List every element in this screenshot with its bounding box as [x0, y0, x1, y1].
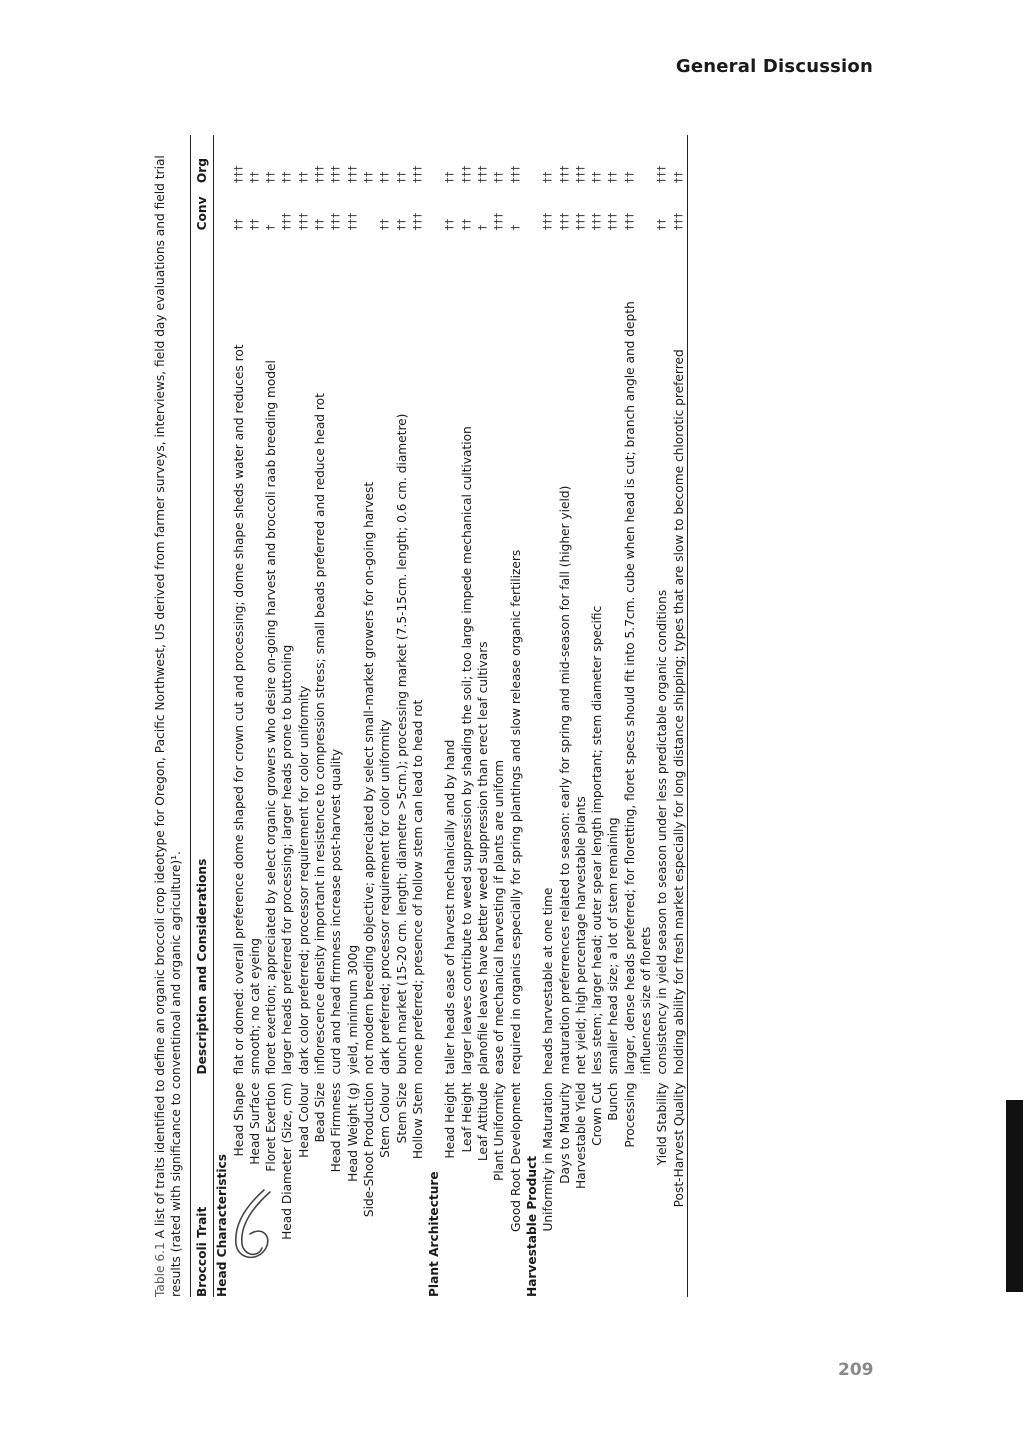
table-row	[345, 135, 361, 1297]
org-rating-cell: ††	[590, 171, 604, 184]
description-cell: ease of mechanical harvesting if plants are uniform	[492, 759, 507, 1075]
org-rating-cell: †††	[476, 165, 490, 184]
org-rating-cell: †††	[410, 165, 424, 184]
trait-cell: Stem Colour	[378, 1082, 393, 1158]
org-rating-cell: ††	[606, 171, 620, 184]
trait-cell: Head Weight (g)	[345, 1082, 360, 1182]
table-row	[410, 135, 426, 1297]
description-cell: smaller head size; a lot of stem remaining	[606, 817, 621, 1075]
description-cell: planofile leaves have better weed suppression than erect leaf cultivars	[476, 641, 491, 1075]
chapter-thumb-tab	[1006, 1100, 1023, 1292]
conv-rating-cell: †††	[345, 212, 359, 231]
section-heading: Harvestable Product	[524, 1155, 539, 1297]
org-rating-cell: ††	[378, 171, 392, 184]
description-cell: floret exertion; appreciated by select organic growers who desire on-going harvest and broccoli raab breeding model	[264, 360, 279, 1075]
table-row	[475, 135, 491, 1297]
trait-cell: Side-Shoot Production	[361, 1082, 376, 1218]
conv-rating-cell: †††	[329, 212, 343, 231]
table-row	[491, 135, 507, 1297]
running-header-title: General Discussion	[675, 56, 873, 77]
conv-rating-cell: ††	[378, 218, 392, 231]
description-cell: not modern breeding objective; appreciated by select small-market growers for on-going harvest	[361, 481, 376, 1075]
org-rating-cell: ††	[622, 171, 636, 184]
table-row	[361, 135, 377, 1297]
conv-rating-cell: ††	[247, 218, 261, 231]
rotated-table-block	[152, 135, 882, 1297]
section-row	[524, 135, 540, 1297]
description-cell: smooth; no cat eyeing	[247, 937, 262, 1075]
trait-cell: Head Diameter (Size, cm)	[280, 1082, 295, 1240]
header-trait: Broccoli Trait	[195, 1206, 209, 1297]
trait-cell: Crown Cut	[590, 1082, 605, 1146]
org-rating-cell: ††	[394, 171, 408, 184]
conv-rating-cell: †††	[573, 212, 587, 231]
table-row	[671, 135, 688, 1297]
conv-rating-cell: †††	[280, 212, 294, 231]
table-row	[508, 135, 524, 1297]
table-row	[540, 135, 556, 1297]
org-rating-cell: †††	[459, 165, 473, 184]
table-row	[605, 135, 621, 1297]
trait-cell: Processing	[622, 1082, 637, 1148]
org-rating-cell: †††	[655, 165, 669, 184]
trait-cell: Stem Size	[394, 1082, 409, 1144]
section-row	[214, 135, 231, 1297]
description-cell: taller heads ease of harvest mechanically and by hand	[443, 739, 458, 1075]
org-rating-cell: ††	[492, 171, 506, 184]
description-cell: consistency in yield season to season under less predictable organic conditions	[655, 589, 670, 1075]
trait-cell: Yield Stability	[655, 1082, 670, 1166]
description-cell: dark color preferred; processor requirement for color uniformity	[296, 685, 311, 1075]
header-org: Org	[195, 157, 209, 184]
table-row	[328, 135, 344, 1297]
org-rating-cell: ††	[280, 171, 294, 184]
conv-rating-cell: ††	[655, 218, 669, 231]
header-conv: Conv	[195, 196, 209, 231]
trait-cell: Head Shape	[231, 1082, 246, 1157]
description-cell: larger heads preferred for processing; larger heads prone to buttoning	[280, 644, 295, 1075]
table-row	[231, 135, 247, 1297]
table-caption-label: Table 6.1	[153, 1242, 167, 1297]
org-rating-cell: †††	[345, 165, 359, 184]
conv-rating-cell: †††	[296, 212, 310, 231]
header-description: Description and Considerations	[195, 858, 209, 1075]
conv-rating-cell: †††	[541, 212, 555, 231]
section-heading: Plant Architecture	[427, 1171, 442, 1297]
conv-rating-cell: ††	[443, 218, 457, 231]
trait-cell: Floret Exertion	[264, 1082, 279, 1172]
conv-rating-cell: †	[476, 224, 490, 231]
table-caption	[152, 135, 184, 1297]
trait-cell: Head Firmness	[329, 1082, 344, 1173]
conv-rating-cell: †	[508, 224, 522, 231]
trait-cell: Head Height	[443, 1082, 458, 1159]
description-cell: bunch market (15-20 cm. length; diametre >5cm.); processing market (7.5-15cm. length; 0.6 cm. diametre)	[394, 413, 409, 1075]
description-cell: heads harvestable at one time	[541, 887, 556, 1075]
section-row	[426, 135, 442, 1297]
conv-rating-cell: †††	[590, 212, 604, 231]
org-rating-cell: ††	[361, 171, 375, 184]
org-rating-cell: †††	[329, 165, 343, 184]
org-rating-cell: ††	[296, 171, 310, 184]
org-rating-cell: †††	[573, 165, 587, 184]
org-rating-cell: ††	[264, 171, 278, 184]
conv-rating-cell: ††	[231, 218, 245, 231]
org-rating-cell: ††	[671, 171, 685, 184]
conv-rating-cell: ††	[459, 218, 473, 231]
trait-cell: Post-Harvest Quality	[671, 1082, 686, 1208]
trait-cell: Leaf Attitude	[476, 1082, 491, 1162]
trait-cell: Leaf Height	[459, 1082, 474, 1153]
description-cell: flat or domed: overall preference dome shaped for crown cut and processing; dome shape sheds water and reduces rot	[231, 344, 246, 1075]
trait-cell: Hollow Stem	[410, 1082, 425, 1160]
conv-rating-cell: †††	[622, 212, 636, 231]
org-rating-cell: †††	[313, 165, 327, 184]
org-rating-cell: ††	[247, 171, 261, 184]
table-row	[442, 135, 458, 1297]
description-cell: less stem; larger head; outer spear length important; stem diameter specific	[590, 605, 605, 1075]
trait-cell: Plant Uniformity	[492, 1082, 507, 1181]
description-cell: inflorescence density important in resistence to compression stress; small beads preferred and reduce head rot	[313, 393, 328, 1075]
table-row	[279, 135, 295, 1297]
trait-cell: Days to Maturity	[557, 1082, 572, 1184]
conv-rating-cell: ††	[394, 218, 408, 231]
conv-rating-cell: †††	[492, 212, 506, 231]
description-cell: larger, dense heads preferred; for floretting, floret specs should fit into 5.7cm. cube when head is cut; branch angle and depth influences size of florets	[622, 301, 654, 1075]
trait-cell: Bead Size	[313, 1082, 328, 1143]
conv-rating-cell: †††	[671, 212, 685, 231]
org-rating-cell: †††	[557, 165, 571, 184]
description-cell: required in organics especially for spring plantings and slow release organic fertilizers	[508, 549, 523, 1075]
trait-cell: Head Surface	[247, 1082, 262, 1165]
conv-rating-cell: †	[264, 224, 278, 231]
trait-cell: Bunch	[606, 1082, 621, 1121]
conv-rating-cell: †††	[557, 212, 571, 231]
table-row	[296, 135, 312, 1297]
description-cell: dark preferred; processor requirement for color uniformity	[378, 719, 393, 1075]
org-rating-cell: †††	[231, 165, 245, 184]
trait-cell: Uniformity in Maturation	[541, 1082, 556, 1232]
conv-rating-cell: †††	[410, 212, 424, 231]
table-row	[377, 135, 393, 1297]
trait-cell: Head Colour	[296, 1082, 311, 1158]
broccoli-traits-table	[190, 135, 688, 1297]
section-heading: Head Characteristics	[215, 1154, 230, 1297]
table-row	[573, 135, 589, 1297]
table-row	[654, 135, 670, 1297]
trait-cell: Harvestable Yield	[573, 1082, 588, 1190]
table-caption-text: A list of traits identified to define an organic broccoli crop ideotype for Oregon, Pacific Northwest, US derived from farmer surveys, interviews, field day evaluations and field trial results (rated with significance to conventinoal and organic agriculture)¹.	[153, 155, 183, 1297]
table-body	[214, 135, 688, 1297]
table-header-row	[191, 135, 214, 1297]
table-row	[263, 135, 279, 1297]
conv-rating-cell: †††	[606, 212, 620, 231]
table-row	[247, 135, 263, 1297]
table-row	[459, 135, 475, 1297]
description-cell: curd and head firmness increase post-harvest quality	[329, 748, 344, 1075]
table-row	[557, 135, 573, 1297]
description-cell: net yield; high percentage harvestable plants	[573, 796, 588, 1075]
table-row	[312, 135, 328, 1297]
page-number: 209	[838, 1360, 874, 1380]
table-row	[622, 135, 655, 1297]
table-row	[589, 135, 605, 1297]
description-cell: holding ability for fresh market especially for long distance shipping; types that are slow to become chlorotic preferred	[671, 349, 686, 1075]
description-cell: yield, minimum 300g	[345, 944, 360, 1075]
description-cell: none preferred; presence of hollow stem can lead to head rot	[410, 699, 425, 1075]
conv-rating-cell: ††	[313, 218, 327, 231]
conv-rating-cell	[361, 187, 377, 234]
trait-cell: Good Root Development	[508, 1082, 523, 1233]
description-cell: larger leaves contribute to weed suppression by shading the soil; too large impede mechanical cultivation	[459, 426, 474, 1075]
org-rating-cell: ††	[443, 171, 457, 184]
org-rating-cell: ††	[541, 171, 555, 184]
org-rating-cell: †††	[508, 165, 522, 184]
table-row	[394, 135, 410, 1297]
description-cell: maturation preferrences related to season: early for spring and mid-season for fall (higher yield)	[557, 485, 572, 1075]
